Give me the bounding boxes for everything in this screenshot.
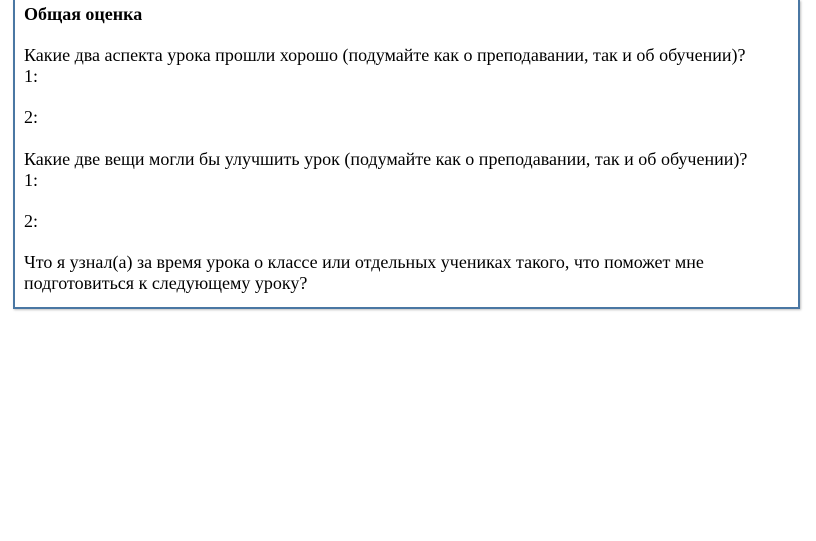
assessment-box [13,0,800,309]
question-1: Какие два аспекта урока прошли хорошо (подумайте как о преподавании, так и об обучении)? [24,45,746,65]
question-2-answer-2-label: 2: [24,211,39,231]
question-1-answer-2-label: 2: [24,107,39,127]
question-3-line-1: Что я узнал(а) за время урока о классе или отдельных учениках такого, что поможет мне [24,252,704,272]
question-3-line-2: подготовиться к следующему уроку? [24,273,308,293]
question-2: Какие две вещи могли бы улучшить урок (подумайте как о преподавании, так и об обучении)? [24,149,748,169]
section-title: Общая оценка [24,4,143,24]
question-1-answer-1-label: 1: [24,66,39,86]
question-2-answer-1-label: 1: [24,170,39,190]
